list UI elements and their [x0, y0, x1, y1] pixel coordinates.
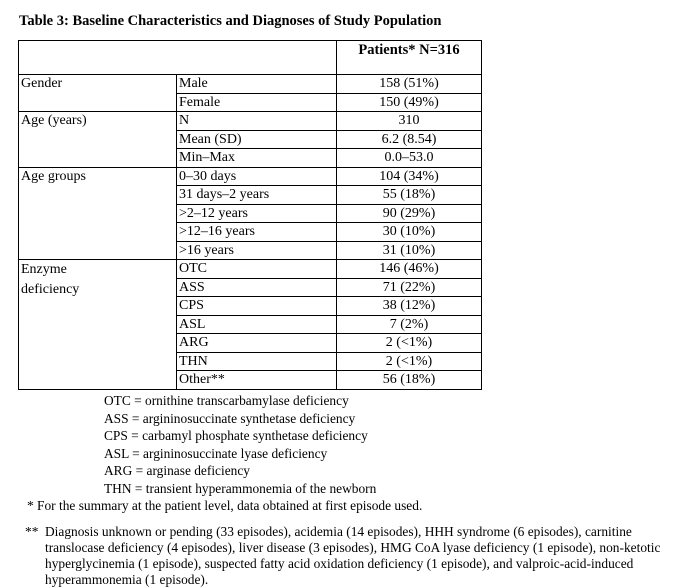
row-value: 2 (<1%): [337, 334, 482, 353]
baseline-characteristics-table: [18, 40, 482, 390]
row-value: 0.0–53.0: [337, 149, 482, 168]
footnote-text: Diagnosis unknown or pending (33 episodes), acidemia (14 episodes), HHH syndrome (6 episodes), carnitine translocase deficiency (4 episodes), liver disease (3 episodes), HMG CoA lyase deficiency (1 episode), non-ketotic hyperglycinemia (1 episode), suspected fatty acid oxidation deficiency (1 episode), and valproic-acid-induced hyperammonemia (1 episode).: [45, 524, 661, 587]
row-label: OTC: [177, 260, 337, 279]
row-label: N: [177, 112, 337, 131]
abbreviation-otc: OTC = ornithine transcarbamylase deficiency: [104, 393, 349, 408]
row-label: ASL: [177, 315, 337, 334]
row-value: 150 (49%): [337, 93, 482, 112]
group-label: Age (years): [19, 112, 177, 168]
row-value: 104 (34%): [337, 167, 482, 186]
row-label: Female: [177, 93, 337, 112]
row-value: 146 (46%): [337, 260, 482, 279]
row-label: Other**: [177, 371, 337, 390]
table-title: Table 3: Baseline Characteristics and Diagnoses of Study Population: [19, 13, 442, 29]
table-row: [19, 167, 482, 186]
table-row: [19, 260, 482, 279]
abbreviation-list: [104, 392, 376, 498]
header-blank-cell: [19, 41, 337, 75]
row-value: 310: [337, 112, 482, 131]
row-label: Male: [177, 75, 337, 94]
row-label: ARG: [177, 334, 337, 353]
table-header-row: [19, 41, 482, 75]
group-label: Enzyme deficiency: [19, 260, 177, 390]
row-value: 2 (<1%): [337, 352, 482, 371]
row-value: 7 (2%): [337, 315, 482, 334]
group-label: Age groups: [19, 167, 177, 260]
row-label: >12–16 years: [177, 223, 337, 242]
row-label: >2–12 years: [177, 204, 337, 223]
row-value: 90 (29%): [337, 204, 482, 223]
row-value: 55 (18%): [337, 186, 482, 205]
row-label: Mean (SD): [177, 130, 337, 149]
row-value: 56 (18%): [337, 371, 482, 390]
row-label: 0–30 days: [177, 167, 337, 186]
row-value: 71 (22%): [337, 278, 482, 297]
row-label: ASS: [177, 278, 337, 297]
header-patients: Patients* N=316: [337, 41, 482, 75]
group-label: Gender: [19, 75, 177, 112]
table-row: [19, 75, 482, 94]
abbreviation-thn: THN = transient hyperammonemia of the newborn: [104, 480, 377, 496]
row-value: 38 (12%): [337, 297, 482, 316]
abbreviation-asl: ASL = argininosuccinate lyase deficiency: [104, 445, 328, 461]
row-label: >16 years: [177, 241, 337, 260]
row-value: 158 (51%): [337, 75, 482, 94]
footnote-single-asterisk: * For the summary at the patient level, data obtained at first episode used.: [27, 498, 423, 513]
abbreviation-cps: CPS = carbamyl phosphate synthetase deficiency: [104, 428, 368, 444]
row-value: 31 (10%): [337, 241, 482, 260]
table-row: [19, 112, 482, 131]
abbreviation-arg: ARG = arginase deficiency: [104, 463, 250, 479]
abbreviation-ass: ASS = argininosuccinate synthetase deficiency: [104, 410, 356, 426]
row-label: THN: [177, 352, 337, 371]
footnote-marker: **: [25, 524, 39, 539]
footnote-double-asterisk: [25, 524, 685, 588]
row-label: Min–Max: [177, 149, 337, 168]
row-label: 31 days–2 years: [177, 186, 337, 205]
row-value: 30 (10%): [337, 223, 482, 242]
row-value: 6.2 (8.54): [337, 130, 482, 149]
row-label: CPS: [177, 297, 337, 316]
